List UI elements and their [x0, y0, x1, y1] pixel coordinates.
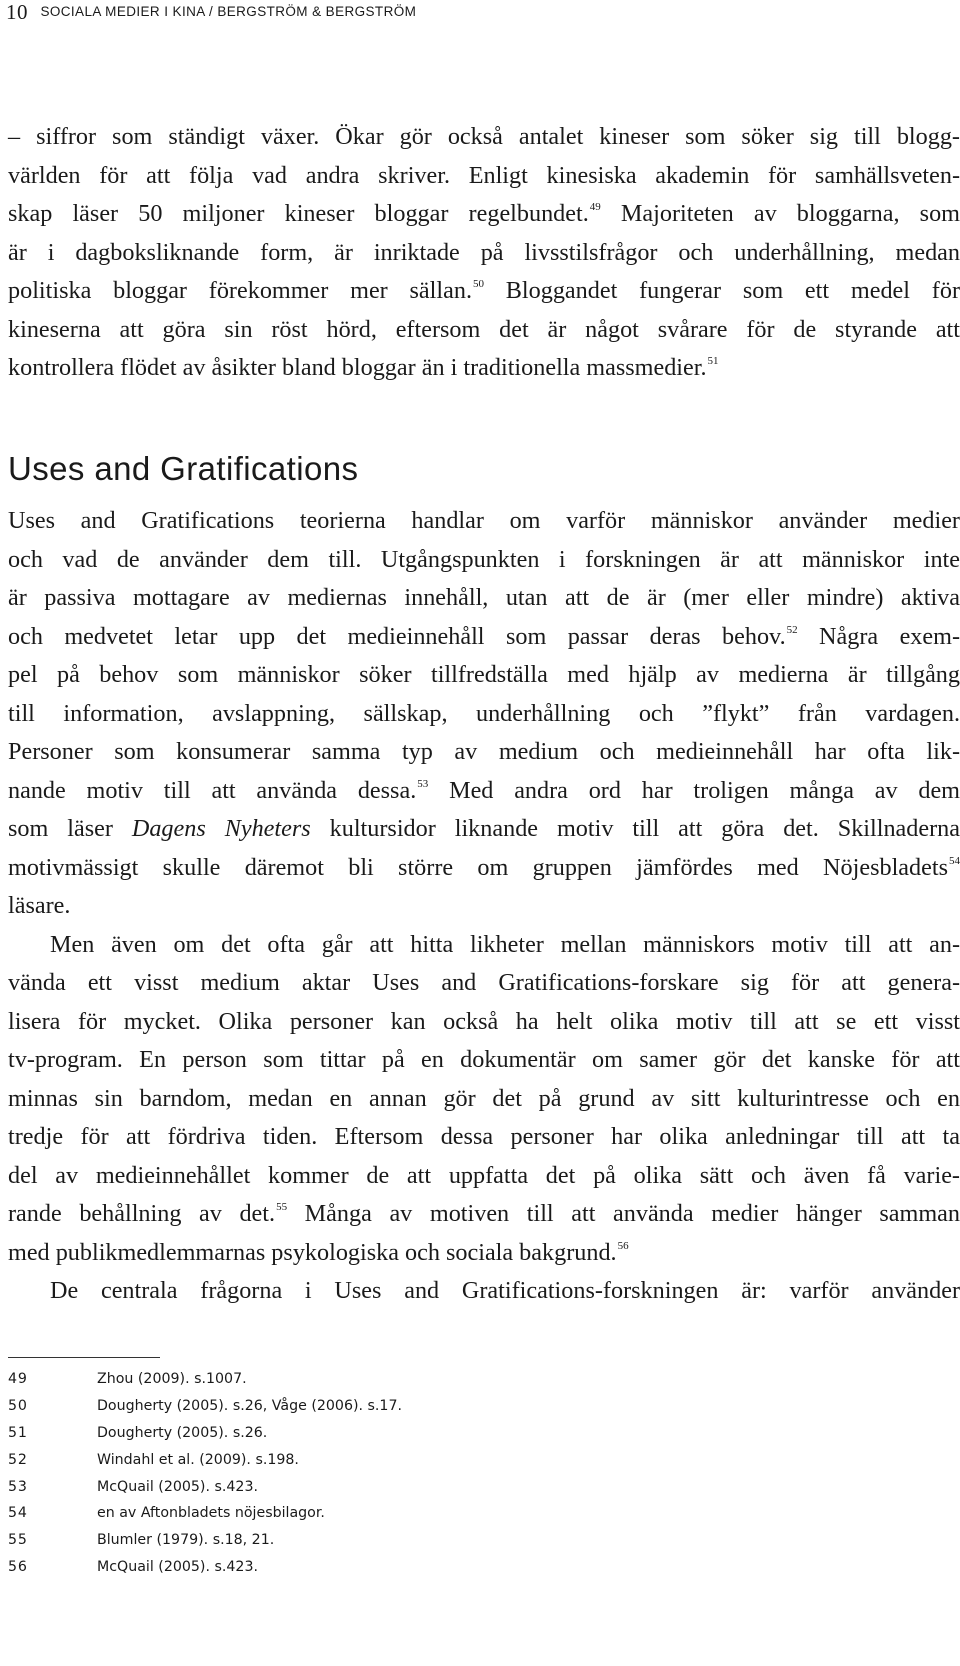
footnote-number: 53	[8, 1478, 28, 1495]
footnote-text: Dougherty (2005). s.26, Våge (2006). s.17.	[97, 1397, 402, 1414]
footnote-item	[8, 1500, 608, 1527]
footnote-ref-52[interactable]: 52	[786, 623, 798, 636]
text-line: minnas sin barndom, medan en annan gör det på grund av sitt kulturintresse och en	[8, 1084, 960, 1112]
footnote-item	[8, 1447, 608, 1474]
footnote-list	[8, 1366, 608, 1581]
text-run: Majoriteten av bloggarna, som	[600, 200, 960, 227]
text-run: politiska bloggar förekommer mer sällan.	[8, 277, 472, 304]
text-run: rande behållning av det.	[8, 1200, 276, 1227]
footnote-text: en av Aftonbladets nöjesbilagor.	[97, 1505, 325, 1522]
text-line: pel på behov som människor söker tillfredställa med hjälp av medierna är tillgång	[8, 661, 960, 688]
footnote-text: Blumler (1979). s.18, 21.	[97, 1532, 275, 1549]
text-line: och vad de använder dem till. Utgångspunkten i forskningen är att människor inte	[8, 545, 960, 573]
text-line	[8, 772, 960, 811]
text-run: motivmässigt skulle däremot bli större om gruppen jämfördes med Nöjesbladets	[8, 853, 948, 881]
footnote-text: Windahl et al. (2009). s.198.	[97, 1451, 299, 1468]
text-run: Några exem-	[797, 622, 960, 650]
body-text	[8, 502, 960, 1311]
text-line	[8, 272, 960, 311]
text-run: kontrollera flödet av åsikter bland bloggar än i traditionella massmedier.	[8, 354, 707, 381]
footnote-number: 56	[8, 1559, 28, 1576]
footnote-text: McQuail (2005). s.423.	[97, 1478, 258, 1495]
text-line	[8, 849, 960, 888]
footnote-ref-56[interactable]: 56	[617, 1239, 629, 1252]
text-line	[8, 195, 960, 234]
text-line	[8, 1195, 960, 1234]
text-run: och medvetet letar upp det medieinnehåll som passar deras behov.	[8, 622, 786, 650]
text-line	[8, 810, 960, 849]
text-line: världen för att följa vad andra skriver. Enligt kinesiska akademin för samhällsveten-	[8, 161, 960, 189]
text-run: som läser	[8, 815, 132, 842]
text-run: Med andra ord har troligen många av dem	[428, 776, 960, 804]
footnote-number: 55	[8, 1532, 28, 1549]
footnote-text: Dougherty (2005). s.26.	[97, 1424, 268, 1441]
footnote-ref-50[interactable]: 50	[473, 278, 484, 290]
footnote-item	[8, 1420, 608, 1447]
text-line: kineserna att göra sin röst hörd, eftersom det är något svårare för de styrande att	[8, 315, 960, 343]
text-line	[8, 1234, 960, 1273]
footnote-number: 51	[8, 1424, 28, 1441]
footnote-number: 54	[8, 1505, 28, 1522]
page-number: 10	[6, 0, 28, 24]
footnote-item	[8, 1393, 608, 1420]
text-line: tv-program. En person som tittar på en dokumentär om samer gör det kanske för att	[8, 1046, 960, 1073]
footnote-text: Zhou (2009). s.1007.	[97, 1371, 247, 1387]
text-line	[8, 618, 960, 657]
text-line: är passiva mottagare av mediernas innehåll, utan att de är (mer eller mindre) aktiva	[8, 584, 960, 611]
text-run: Bloggandet fungerar som ett medel för	[484, 277, 960, 304]
text-run: med publikmedlemmarnas psykologiska och sociala bakgrund.	[8, 1238, 617, 1266]
text-line: – siffror som ständigt växer. Ökar gör också antalet kineser som söker sig till blogg-	[8, 123, 960, 150]
footnote-number: 50	[8, 1397, 28, 1414]
footnote-item	[8, 1474, 608, 1501]
text-line: Uses and Gratifications teorierna handlar om varför människor använder medier	[8, 507, 960, 534]
text-line: Men även om det ofta går att hitta likheter mellan människors motiv till att an-	[50, 930, 960, 958]
text-line: vända ett visst medium aktar Uses and Gratifications-forskare sig för att genera-	[8, 969, 960, 996]
paragraph-1	[8, 118, 960, 388]
text-line: lisera för mycket. Olika personer kan också ha helt olika motiv till att se ett visst	[8, 1007, 960, 1035]
text-line: är i dagboksliknande form, är inriktade på livsstilsfrågor och underhållning, medan	[8, 238, 960, 266]
footnote-divider	[8, 1357, 160, 1358]
text-line	[8, 349, 960, 388]
text-run: skap läser 50 miljoner kineser bloggar regelbundet.	[8, 200, 589, 227]
text-run: Många av motiven till att använda medier hänger samman	[287, 1200, 960, 1227]
footnote-ref-53[interactable]: 53	[417, 777, 429, 790]
text-line: De centrala frågorna i Uses and Gratifications-forskningen är: varför använder	[50, 1277, 960, 1304]
text-line: tredje för att fördriva tiden. Eftersom dessa personer har olika anledningar till att ta	[8, 1123, 960, 1150]
footnote-ref-49[interactable]: 49	[589, 201, 601, 213]
text-line: Personer som konsumerar samma typ av medium och medieinnehåll har ofta lik-	[8, 738, 960, 765]
footnote-number: 52	[8, 1451, 28, 1468]
text-line: läsare.	[8, 892, 71, 919]
footnote-ref-55[interactable]: 55	[276, 1201, 288, 1213]
text-run: kultursidor liknande motiv till att göra det. Skillnaderna	[310, 815, 960, 842]
text-line: del av medieinnehållet kommer de att uppfatta det på olika sätt och även få varie-	[8, 1161, 960, 1189]
running-head	[6, 0, 416, 25]
footnote-item	[8, 1366, 608, 1393]
section-title: Uses and Gratifications	[8, 450, 359, 487]
footnote-ref-51[interactable]: 51	[707, 355, 719, 367]
newspaper-title: Dagens Nyheters	[131, 815, 311, 842]
text-line: till information, avslappning, sällskap, underhållning och ”flykt” från vardagen.	[8, 699, 960, 727]
footnote-ref-54[interactable]: 54	[949, 854, 960, 867]
footnote-item	[8, 1527, 608, 1554]
footnote-number: 49	[8, 1371, 28, 1387]
running-head-text: SOCIALA MEDIER I KINA / BERGSTRÖM & BERGSTRÖM	[40, 4, 417, 19]
footnote-item	[8, 1554, 608, 1581]
text-run: nande motiv till att använda dessa.	[8, 776, 417, 804]
footnote-text: McQuail (2005). s.423.	[97, 1559, 258, 1576]
